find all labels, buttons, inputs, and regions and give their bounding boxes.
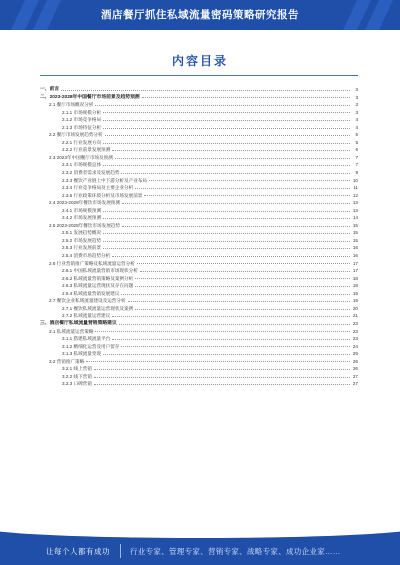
footer-experts: 行业专家、管理专家、营销专家、战略专家、成功企业家…… <box>130 547 341 556</box>
toc-entry[interactable] <box>40 192 358 200</box>
toc-entry[interactable] <box>40 101 358 109</box>
toc-leader-dots <box>121 346 350 347</box>
toc-page-number: 17 <box>352 260 358 266</box>
toc-entry[interactable] <box>40 169 358 177</box>
toc-page-number: 19 <box>352 290 358 296</box>
toc-entry-text: 2.2 餐厅市场发展趋势分析 <box>49 132 103 138</box>
toc-entry-text: 3.2.1 线上营销 <box>62 366 92 372</box>
toc-entry-text: 3.2.3 口碑营销 <box>62 381 92 387</box>
toc-leader-dots <box>95 105 350 106</box>
toc-leader-dots <box>94 369 350 370</box>
toc-entry[interactable] <box>40 177 358 185</box>
toc-entry-text: 2.7.2 私域流量运营建议 <box>62 313 111 319</box>
toc-entry[interactable] <box>40 290 358 298</box>
toc-leader-dots <box>142 97 350 98</box>
toc-entry[interactable] <box>40 343 358 351</box>
toc-entry-text: 2.6.3 私域流量运营现状及存在问题 <box>62 283 134 289</box>
toc-page-number: 19 <box>352 298 358 304</box>
toc-entry[interactable] <box>40 275 358 283</box>
toc-entry-text: 2.5.3 行业发展前景 <box>62 245 102 251</box>
toc-entry[interactable] <box>40 252 358 260</box>
toc-entry[interactable] <box>40 320 358 328</box>
toc-page-number: 27 <box>352 381 358 387</box>
toc-leader-dots <box>119 324 350 325</box>
toc-entry[interactable] <box>40 116 358 124</box>
toc-leader-dots <box>103 354 350 355</box>
toc-title: 内容目录 <box>171 54 228 68</box>
toc-page-number: 17 <box>352 268 358 274</box>
toc-leader-dots <box>86 361 350 362</box>
toc-entry-text: 3.2 营销推广策略 <box>49 358 85 364</box>
toc-page-number: 13 <box>352 207 358 213</box>
toc-leader-dots <box>112 316 350 317</box>
toc-entry[interactable] <box>40 184 358 192</box>
toc-entry[interactable] <box>40 161 358 169</box>
toc-page-number: 11 <box>353 185 358 191</box>
footer-wave <box>0 530 400 538</box>
toc-page-number: 5 <box>355 139 358 145</box>
toc-leader-dots <box>103 233 350 234</box>
toc-leader-dots <box>105 135 350 136</box>
footer-divider <box>120 544 121 558</box>
toc-entry[interactable] <box>40 86 358 94</box>
toc-entry-text: 2.3.5 行业政策环境分析及市场发展前景 <box>62 192 143 198</box>
toc-entry-text: 2.7.1 餐饮私域流量运营现状及案例 <box>62 305 134 311</box>
toc-entry-text: 2.1.2 市场竞争格局 <box>62 117 102 123</box>
toc-page-number: 18 <box>352 283 358 289</box>
toc-entry-text: 2.3.1 市场规模总体 <box>62 162 102 168</box>
toc-page-number: 15 <box>352 237 358 243</box>
toc-page-number: 24 <box>352 343 358 349</box>
toc-entry-text: 2.5.2 市场发展趋势 <box>62 237 102 243</box>
toc-entry[interactable] <box>40 146 358 154</box>
toc-entry-text: 2.2.1 行业发展方向 <box>62 139 102 145</box>
toc-page-number: 5 <box>355 132 358 138</box>
toc-leader-dots <box>135 309 350 310</box>
toc-page-number: 27 <box>352 373 358 379</box>
toc-entry-text: 2.2.2 行业前景发展预测 <box>62 147 111 153</box>
toc-divider <box>40 75 358 76</box>
toc-entry-text: 2.6.2 私域流量营销策略及案例分析 <box>62 275 134 281</box>
toc-entry[interactable] <box>40 214 358 222</box>
toc-leader-dots <box>103 218 350 219</box>
toc-entry[interactable] <box>40 358 358 366</box>
toc-leader-dots <box>122 226 350 227</box>
toc-leader-dots <box>94 377 350 378</box>
toc-page-number: 3 <box>355 102 358 108</box>
toc-entry[interactable] <box>40 94 358 102</box>
toc-entry[interactable] <box>40 350 358 358</box>
toc-leader-dots <box>135 286 350 287</box>
toc-entry-text: 2.3.4 行业竞争格局及主要企业分析 <box>62 185 134 191</box>
toc-leader-dots <box>61 90 350 91</box>
toc-entry[interactable] <box>40 139 358 147</box>
toc-leader-dots <box>112 339 350 340</box>
toc-entry[interactable] <box>40 328 358 336</box>
toc-entry[interactable] <box>40 109 358 117</box>
toc-entry-text: 3.1.1 搭建私域流量平台 <box>62 336 111 342</box>
toc-entry[interactable] <box>40 222 358 230</box>
toc-leader-dots <box>94 384 350 385</box>
toc-page-number: 20 <box>352 305 358 311</box>
toc-entry-text: 2.4.1 市场规模预测 <box>62 207 102 213</box>
toc-leader-dots <box>103 128 350 129</box>
toc-page-number: 12 <box>352 192 358 198</box>
toc-page-number: 23 <box>352 328 358 334</box>
toc-entry-text: 3.1.2 精细化运营及用户留存 <box>62 343 120 349</box>
toc-entry-text: 2.4.2 市场发展预测 <box>62 215 102 221</box>
toc-entry[interactable] <box>40 297 358 305</box>
toc-leader-dots <box>103 211 350 212</box>
toc-entry-text: 3.2.2 线下营销 <box>62 373 92 379</box>
toc-page-number: 7 <box>355 154 358 160</box>
page-footer <box>0 530 400 565</box>
toc-entry[interactable] <box>40 154 358 162</box>
toc-entry[interactable] <box>40 267 358 275</box>
toc-leader-dots <box>137 263 350 264</box>
toc-page-number: 14 <box>352 215 358 221</box>
toc-page-number: 18 <box>352 275 358 281</box>
toc-entry-text: 2.7 餐饮企业私域流量建设及运营分析 <box>49 298 126 304</box>
toc-entry[interactable] <box>40 124 358 132</box>
toc-entry-text: 2.5 2023-2028年餐饮市场发展趋势 <box>49 222 120 228</box>
toc-entry[interactable] <box>40 199 358 207</box>
toc-leader-dots <box>122 203 350 204</box>
toc-leader-dots <box>121 173 350 174</box>
toc-entry[interactable] <box>40 131 358 139</box>
footer-slogan: 让每个人都有成功 <box>46 547 110 556</box>
toc-entry[interactable] <box>40 373 358 381</box>
toc-page-number: 4 <box>355 117 358 123</box>
toc-page-number: 16 <box>352 245 358 251</box>
toc-page-number: 10 <box>352 177 358 183</box>
page-header <box>0 0 400 30</box>
toc-entry-text: 3.1 私域流量运营策略 <box>49 328 94 334</box>
toc-entry-text: 2.3.2 消费者需求及发展趋势 <box>62 170 120 176</box>
toc-entry-text: 2.6.4 私域流量营销发展建议 <box>62 290 120 296</box>
toc-entry[interactable] <box>40 260 358 268</box>
toc-page-number: 9 <box>355 170 358 176</box>
toc-leader-dots <box>103 143 350 144</box>
toc-page-number: 23 <box>352 336 358 342</box>
toc-page-number: 13 <box>352 200 358 206</box>
toc-entry-text: 2.6.1 中国私域流量营销市场现状分析 <box>62 268 138 274</box>
toc-entry[interactable] <box>40 282 358 290</box>
toc-entry[interactable] <box>40 335 358 343</box>
toc-entry[interactable] <box>40 237 358 245</box>
toc-entry-text: 3.1.3 私域流量变现 <box>62 351 102 357</box>
toc-entry[interactable] <box>40 312 358 320</box>
toc-page-number: 3 <box>355 109 358 115</box>
toc-leader-dots <box>115 158 350 159</box>
toc-page-number: 4 <box>355 124 358 130</box>
toc-leader-dots <box>103 248 350 249</box>
toc-entry[interactable] <box>40 207 358 215</box>
toc-entry-text: 2.3 2023年中国餐厅市场及预测 <box>49 154 113 160</box>
toc-entry[interactable] <box>40 305 358 313</box>
toc-leader-dots <box>112 256 350 257</box>
toc-page-number: 25 <box>352 351 358 357</box>
toc-page-number: 6 <box>355 147 358 153</box>
toc-entry-text: 2.3.3 餐饮产业链上中下游分析及产业布局 <box>62 177 147 183</box>
toc-leader-dots <box>103 165 350 166</box>
toc-page-number: 21 <box>352 313 358 319</box>
toc-entry[interactable] <box>40 380 358 388</box>
toc-entry-text: 一、前言 <box>40 87 60 92</box>
toc-leader-dots <box>135 278 350 279</box>
toc-entry-text: 2.4 2023-2028年餐饮市场发展预测 <box>49 200 120 206</box>
table-of-contents <box>40 86 358 388</box>
toc-leader-dots <box>103 241 350 242</box>
toc-page-number: 15 <box>352 222 358 228</box>
toc-entry-text: 2.1 餐厅市场概况分析 <box>49 102 94 108</box>
toc-page-number: 26 <box>352 358 358 364</box>
toc-page-number: 3 <box>355 87 358 92</box>
toc-page-number: 3 <box>355 94 358 100</box>
toc-page-number: 15 <box>352 230 358 236</box>
report-title: 酒店餐厅抓住私域流量密码策略研究报告 <box>101 9 299 21</box>
toc-entry-text: 2.1.3 市场特征分析 <box>62 124 102 130</box>
toc-leader-dots <box>121 294 350 295</box>
toc-entry-text: 2.1.1 市场规模分析 <box>62 109 102 115</box>
toc-entry[interactable] <box>40 365 358 373</box>
toc-leader-dots <box>95 331 350 332</box>
toc-entry-text: 二、2023-2028年中国餐厅市场前景及趋势预测 <box>40 94 140 100</box>
toc-leader-dots <box>135 188 350 189</box>
toc-entry[interactable] <box>40 229 358 237</box>
toc-leader-dots <box>144 195 350 196</box>
toc-leader-dots <box>149 180 350 181</box>
toc-leader-dots <box>103 112 350 113</box>
toc-entry-text: 三、酒店餐厅私域流量营销策略建议 <box>40 320 117 326</box>
toc-page-number: 23 <box>352 320 358 326</box>
toc-leader-dots <box>112 150 350 151</box>
toc-entry-text: 2.5.4 消费市场趋势分析 <box>62 253 111 259</box>
toc-entry-text: 2.5.1 发展趋势概况 <box>62 230 102 236</box>
toc-page-number: 26 <box>352 366 358 372</box>
toc-page-number: 7 <box>355 162 358 168</box>
toc-leader-dots <box>103 120 350 121</box>
toc-leader-dots <box>128 301 350 302</box>
toc-page-number: 16 <box>352 253 358 259</box>
toc-entry[interactable] <box>40 244 358 252</box>
toc-entry-text: 2.6 行业营销推广策略及私域流量运营分析 <box>49 260 135 266</box>
toc-leader-dots <box>140 271 350 272</box>
